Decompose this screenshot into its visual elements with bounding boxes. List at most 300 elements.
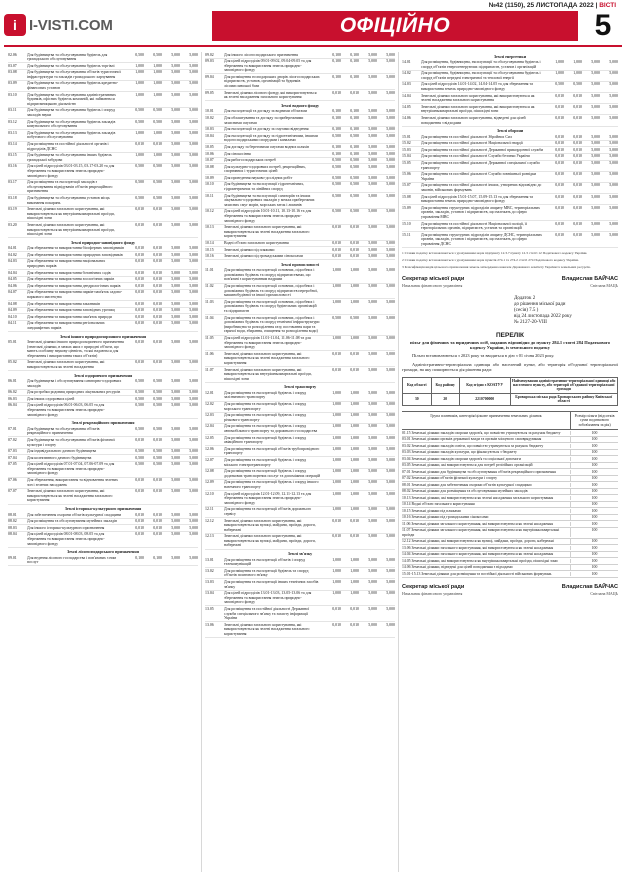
table-row [8,290,198,301]
row-code: 04.03 [8,259,17,264]
benefit-percent: 100 [570,470,618,475]
table-row [205,52,395,59]
row-rate: 0,010 [573,154,582,159]
row-purpose: Земельні ділянки загального користування, які використовуються як зелені насадження загального користування [224,225,310,239]
row-purpose: Для розміщення та постійної діяльності Державної прикордонної служби [421,147,544,152]
row-rate: 5,000 [386,299,395,304]
row-purpose: Для розміщення та постійної діяльності Служби безпеки України [421,154,530,159]
row-code: 12.05 [205,435,214,440]
table-row [8,52,198,63]
row-rate: 5,000 [368,247,377,252]
table-row [8,478,198,489]
row-rate: 5,000 [591,161,600,165]
row-rate: 0,500 [153,119,162,124]
table-row [8,195,198,206]
table-row [402,141,618,148]
row-rate: 5,000 [386,90,395,95]
row-rate: 5,000 [591,232,600,237]
row-rate: 0,010 [153,532,162,537]
benefit-percent: 100 [570,509,618,514]
row-code: 04.05 [8,277,17,282]
row-purpose: Для розміщення та експлуатації будівель і споруд залізничного транспорту [224,390,307,400]
row-rate: 5,000 [591,205,600,210]
table-header-cell: Код району [431,377,459,393]
row-rate: 1,000 [555,60,564,64]
row-purpose: Для збереження та використання природних заповідників [27,252,123,257]
table-row [8,246,198,253]
row-rate: 5,000 [386,336,395,340]
row-rate: 5,000 [368,457,377,462]
row-rate: 5,000 [171,308,180,313]
row-rate: 5,000 [609,104,618,109]
row-purpose: Для розміщення та експлуатації будівель і споруд авіаційного транспорту [224,435,307,445]
row-code: 10.14 [205,241,214,245]
row-rate: 5,000 [171,301,180,306]
table-row [8,277,198,284]
table-row [8,222,198,238]
row-rate: 0,100 [350,144,359,149]
row-rate: 5,000 [171,314,180,319]
row-rate: 0,500 [153,449,162,454]
row-rate: 0,010 [573,232,582,237]
row-purpose: Для збереження та використання національних природних парків [27,259,106,268]
row-rate: 0,010 [573,115,582,120]
row-code: 10.01 [205,109,214,114]
benefit-percent: 100 [570,444,618,449]
table-row [205,622,395,638]
row-rate: 0,010 [573,194,582,199]
row-rate: 5,000 [386,175,395,180]
row-rate: 1,000 [153,63,162,68]
row-rate: 1,000 [573,71,582,76]
row-rate: 5,000 [591,93,600,98]
row-rate: 0,010 [153,525,162,530]
table-row [8,489,198,505]
row-purpose: Для розміщення та експлуатації закладів з обслуговування відвідувачів об'єктів рекреаційного призначення [27,180,113,194]
row-rate: 0,500 [332,133,341,138]
row-code: 12.03 [205,413,214,418]
row-purpose: Для розміщення та постійної діяльності Служби зовнішньої розвідки України [421,172,537,181]
row-rate: 0,100 [332,59,341,64]
table-row [205,568,395,579]
row-rate: 1,000 [350,446,359,451]
row-code: 03.11 [8,108,17,113]
row-rate: 5,000 [171,290,180,295]
row-rate: 0,010 [153,340,162,344]
row-rate: 5,000 [386,52,395,57]
row-rate: 0,010 [135,360,144,365]
row-rate: 0,010 [332,247,341,252]
row-rate: 5,000 [386,225,395,230]
row-purpose: Земельні ділянки загального користування, які використовуються як зелені насадження загального користування [27,489,113,503]
row-rate: 5,000 [189,81,198,86]
row-code: 07.03 [8,449,17,454]
row-rate: 0,100 [350,127,359,132]
row-rate: 0,010 [555,221,564,226]
row-purpose: Для розміщення та обслуговування музейних закладів [27,519,117,524]
row-code: 02.06 [8,52,17,57]
table-row [402,183,618,194]
issue-line [0,0,626,11]
row-rate: 0,500 [350,193,359,198]
row-rate: 5,000 [171,252,180,257]
row-rate: 5,000 [386,591,395,596]
row-rate: 5,000 [591,60,600,64]
benefit-category: 03.02 Земельні ділянки закладів освіти, що повністю утримуються за рахунок бюджету [402,443,544,448]
row-code: 14.03 [402,82,411,87]
row-rate: 5,000 [386,557,395,562]
row-rate: 0,500 [153,52,162,57]
table-row [8,555,198,566]
row-code: 15.06 [402,172,411,177]
row-rate: 5,000 [171,195,180,200]
row-rate: 0,010 [153,512,162,517]
row-rate: 5,000 [189,92,198,97]
row-code: 10.06 [205,151,214,156]
row-code: 05.01 [8,340,17,344]
row-purpose: Для розміщення та постійної діяльності інших, утворених відповідно до законів, військових формувань [421,183,542,192]
row-rate: 1,000 [350,402,359,407]
row-purpose: Для збереження та використання пам'яток природи [27,314,112,319]
row-rate: 0,010 [332,606,341,611]
row-rate: 5,000 [189,379,198,384]
row-rate: 5,000 [189,222,198,227]
row-rate: 1,000 [135,81,144,86]
row-rate: 0,010 [350,351,359,356]
row-rate: 5,000 [609,71,618,76]
row-rate: 5,000 [386,491,395,496]
benefit-category: 10.16 Земельні ділянки під громадськими сінокосами [402,515,489,520]
table-row [205,193,395,209]
table-row [402,205,618,221]
row-rate: 0,010 [350,247,359,252]
row-code: 03.07 [8,63,17,68]
row-rate: 0,010 [153,360,162,365]
benefits-table-header [402,411,618,431]
row-code: 03.19 [8,207,17,212]
row-rate: 5,000 [386,457,395,462]
table-row [205,241,395,248]
rates-table-column-2 [205,52,395,874]
row-code: 03.15 [8,153,17,158]
row-rate: 5,000 [189,207,198,212]
row-rate: 0,010 [135,301,144,306]
row-rate: 5,000 [368,144,377,149]
row-rate: 5,000 [386,127,395,132]
row-rate: 5,000 [386,622,395,627]
row-code: 10.15 [205,247,214,252]
row-rate: 0,100 [135,555,144,560]
page-header [0,0,626,50]
table-row [205,158,395,165]
benefit-category: 08.02 Земельні ділянки для розміщення та обслуговування музейних закладів [402,489,528,494]
row-code: 06.03 [8,396,17,401]
row-rate: 5,000 [609,172,618,177]
table-row [8,270,198,277]
row-rate: 5,000 [189,277,198,282]
row-rate: 0,010 [153,252,162,257]
section-heading: Землі зв'язку [287,551,313,557]
row-rate: 0,010 [573,93,582,98]
row-purpose: Для індивідуального дачного будівництва [27,449,97,454]
row-code: 06.04 [8,403,17,408]
row-rate: 0,010 [332,254,341,259]
row-code: 07.06 [8,478,17,483]
row-rate: 1,000 [332,579,341,584]
table-row [205,579,395,590]
row-rate: 5,000 [609,154,618,159]
row-code: 14.02 [402,71,411,76]
row-rate: 0,500 [153,195,162,200]
table-row [8,259,198,270]
row-rate: 5,000 [368,193,377,198]
table-row [205,446,395,457]
row-purpose: Для експлуатації та догляду за гідротехнічними, іншими водогосподарськими спорудами і каналами [224,133,318,143]
row-rate: 1,000 [153,70,162,75]
row-rate: 0,010 [135,478,144,483]
row-rate: 5,000 [386,133,395,138]
row-code: 03.12 [8,119,17,124]
row-rate: 5,000 [368,59,377,64]
row-purpose: Для проведення науково-дослідних робіт [224,175,293,180]
table-row [205,175,395,182]
row-rate: 0,010 [555,115,564,120]
row-purpose: Для іншого лісогосподарського призначення [224,52,298,57]
row-purpose: Земельні ділянки загального користування, які використовуються як зелені насадження загального користування [421,93,535,103]
row-rate: 5,000 [386,241,395,245]
row-rate: 5,000 [171,180,180,185]
table-row [205,336,395,352]
row-rate: 0,010 [153,277,162,282]
row-purpose: Для розміщення та постійної діяльності Національної гвардії [421,141,523,146]
row-purpose: Для розробки родовищ природних лікувальних ресурсів [27,390,121,395]
row-rate: 5,000 [189,142,198,146]
row-rate: 0,010 [135,252,144,257]
row-code: 10.02 [205,115,214,120]
row-code: 09.03 [205,59,214,64]
row-rate: 0,100 [153,555,162,560]
table-row [205,435,395,446]
row-rate: 1,000 [350,591,359,596]
row-purpose: Для будівництва та обслуговування будівель кредитно-фінансових установ [27,81,119,91]
row-purpose: Для будівництва та обслуговування будівель і споруд закладів науки [27,108,115,118]
table-row [402,161,618,172]
row-purpose: Для рибогосподарських потреб [224,158,276,163]
row-rate: 0,010 [153,321,162,326]
row-rate: 0,500 [135,180,144,185]
footnote: 2 Ставки податку встановлюються з урахуванням норм пунктів 274.1 та 274.2 статті 274 Податкового кодексу України. [402,258,579,263]
row-rate: 0,010 [135,512,144,517]
row-rate: 5,000 [609,194,618,199]
row-purpose: Для розміщення та експлуатації будівель і споруд додаткових транспортних послуг та допоміжних операцій [224,469,321,478]
row-purpose: Для цілей підрозділів 15.01-15.07, 15.09-15.13 та для збереження та використання земель природно-заповідного фонду [421,194,533,204]
row-code: 10.16 [205,254,214,259]
row-purpose: Для будівництва та обслуговування будівель торгівлі [27,63,115,68]
row-rate: 1,000 [555,71,564,76]
row-code: 03.08 [8,70,17,75]
row-rate: 0,010 [332,225,341,230]
signature-block-1 [402,276,618,282]
row-rate: 5,000 [386,209,395,214]
row-rate: 0,010 [555,104,564,109]
row-rate: 5,000 [368,315,377,320]
row-purpose: Для розміщення та експлуатації будівель і споруд іншого наземного транспорту [224,480,319,489]
row-rate: 5,000 [591,154,600,159]
row-rate: 5,000 [171,532,180,537]
table-row [205,284,395,300]
row-rate: 5,000 [386,193,395,198]
row-rate: 5,000 [189,52,198,57]
row-code: 10.13 [205,225,214,230]
table-row [8,449,198,456]
row-rate: 5,000 [171,63,180,68]
table-row [205,315,395,335]
row-rate: 0,100 [350,115,359,120]
row-rate: 0,010 [135,270,144,275]
row-rate: 0,500 [135,396,144,401]
row-rate: 5,000 [368,390,377,395]
row-rate: 1,000 [573,60,582,64]
row-purpose: Для розміщення структурних підрозділів апарату МВС, територіальних органів, закладів, установ і підприємств, що належать до сфери управління МВС [421,205,540,219]
table-row [205,390,395,401]
benefit-percent: 100 [570,552,618,557]
table-row [402,71,618,82]
row-rate: 5,000 [591,71,600,76]
section-heading: Землі водного фонду [281,102,319,108]
row-rate: 0,100 [332,109,341,114]
site-logo[interactable] [4,13,113,37]
row-rate: 0,010 [573,141,582,146]
table-row [8,321,198,332]
row-rate: 5,000 [386,469,395,474]
row-purpose: Для розміщення та експлуатації об'єктів дорожнього сервісу [224,507,312,516]
table-row [205,127,395,134]
row-purpose: Для колективного дачного будівництва [27,455,92,460]
table-row [8,396,198,403]
row-rate: 0,100 [350,59,359,64]
row-rate: 0,010 [555,141,564,146]
row-rate: 0,010 [573,221,582,226]
row-rate: 0,500 [153,390,162,395]
table-row [205,591,395,607]
row-rate: 5,000 [386,315,395,320]
row-rate: 5,000 [386,351,395,356]
row-rate: 5,000 [386,151,395,156]
benefit-percent: 100 [570,559,618,564]
row-rate: 0,500 [153,396,162,401]
row-code: 11.06 [205,351,214,356]
list-subtitle: пільг для фізичних та юридичних осіб, наданих відповідно до пункту 284.1 статті 284 Податкового кодексу України, із земельного податку [409,339,611,351]
row-rate: 0,010 [135,142,144,146]
table-row [205,469,395,480]
table-row [205,59,395,75]
territory-table-row [403,393,618,405]
brand-name: ВІСТІ [599,2,616,9]
row-purpose: Для розміщення та експлуатації будівель і споруд річкового транспорту [224,413,307,422]
section-banner [212,11,578,41]
benefit-percent: 100 [570,457,618,462]
benefit-category: 12.12 Земельні ділянки, які використовуються як вулиці, майдани, проїзди, дороги, набережні [402,539,554,544]
row-rate: 5,000 [368,557,377,562]
row-rate: 5,000 [591,141,600,146]
row-rate: 0,100 [350,151,359,156]
row-purpose: Для цілей підрозділів 07.01-07.04, 07.06-07.09 та для збереження та використання земель природно-заповідного фонду [27,462,115,476]
row-rate: 0,500 [153,164,162,169]
table-row [205,367,395,383]
row-rate: 0,010 [350,225,359,230]
row-rate: 5,000 [189,153,198,158]
row-rate: 0,500 [332,175,341,180]
row-purpose: Для розміщення та експлуатації об'єктів трубопровідного транспорту [224,446,320,456]
benefit-percent: 100 [570,476,618,481]
row-purpose: Для цілей підрозділів 12.01-12.09, 12.11-12.13 та для збереження та використання земель природно-заповідного фонду [224,491,312,505]
row-rate: 5,000 [368,268,377,273]
table-cell: Броварська міська рада Броварського району Київської області [510,393,618,405]
row-rate: 0,010 [135,290,144,295]
table-header-cell: Код області [403,377,432,393]
row-rate: 5,000 [171,519,180,524]
row-rate: 0,010 [135,519,144,524]
row-purpose: Для розміщення та постійної діяльності Державної служби спеціального зв'язку та захисту інформації України [224,606,310,621]
logo-icon: i [4,14,26,36]
row-rate: 0,500 [135,195,144,200]
row-rate: 5,000 [591,194,600,199]
row-purpose: Земельні ділянки загального користування, які використовуються як зелені насадження загального користування [224,622,310,636]
row-rate: 5,000 [171,437,180,442]
row-rate: 0,010 [153,222,162,227]
row-code: 15.10 [402,221,411,226]
benefit-category: 10.13 Земельні ділянки, які використовуються як зелені насадження загального користування [402,495,554,500]
row-rate: 0,010 [332,534,341,539]
row-rate: 5,000 [171,52,180,57]
row-rate: 5,000 [189,314,198,319]
table-row [8,81,198,92]
row-rate: 5,000 [171,462,180,467]
row-rate: 0,100 [350,109,359,114]
row-rate: 0,010 [153,259,162,264]
row-rate: 5,000 [189,437,198,442]
row-rate: 1,000 [332,284,341,289]
row-rate: 1,000 [350,299,359,304]
row-rate: 1,000 [332,557,341,562]
row-rate: 5,000 [386,579,395,584]
row-rate: 0,010 [555,147,564,152]
row-rate: 5,000 [171,142,180,146]
row-rate: 5,000 [368,225,377,230]
row-code: 15.05 [402,161,411,165]
row-rate: 5,000 [189,283,198,288]
row-rate: 5,000 [386,390,395,395]
row-purpose: Для розміщення структурних підрозділів апарату ДСНС, територіальних органів, закладів, установ і підприємств, що належать до сфери управління ДСНС [421,232,542,246]
row-purpose: Для цілей підрозділів 06.01-06.03, 06.05 та для збереження та використання земель природно-заповідного фонду [27,403,105,417]
table-cell: 2210700000 [459,393,510,405]
row-rate: 5,000 [386,247,395,252]
row-rate: 5,000 [386,435,395,440]
table-row [402,82,618,93]
row-purpose: Для цілей підрозділів 10.01-10.11, 10.13-10.16 та для збереження та використання земель природно-заповідного фонду [224,209,312,223]
table-row [402,194,618,205]
row-code: 03.16 [8,164,17,169]
row-rate: 0,010 [135,259,144,264]
row-rate: 0,100 [332,144,341,149]
benefit-category: 13.06 Земельні ділянки загального користування, які використовуються як зелені насадження [402,545,554,550]
row-rate: 5,000 [189,252,198,257]
row-code: 11.07 [205,367,214,372]
row-rate: 0,010 [135,246,144,251]
row-code: 12.07 [205,457,214,462]
signature-sub-2 [402,591,618,596]
row-rate: 5,000 [189,70,198,75]
